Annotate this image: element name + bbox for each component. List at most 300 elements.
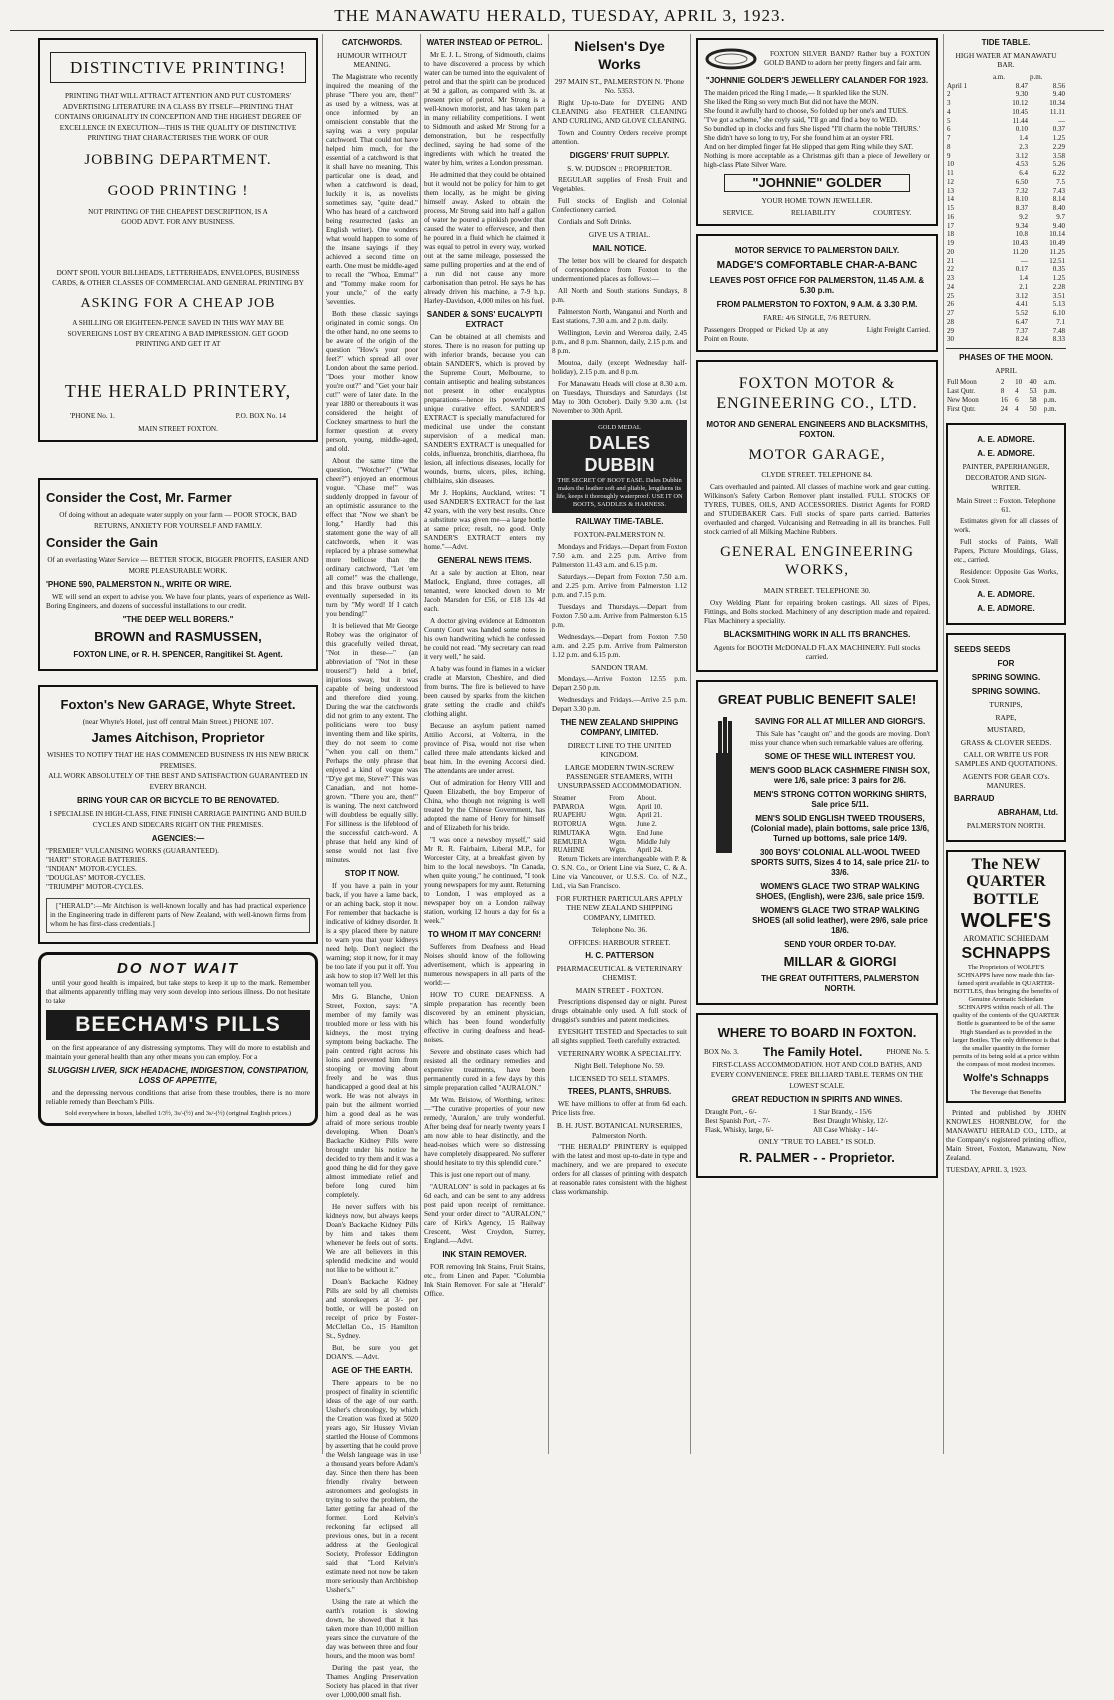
agency-item: "INDIAN" MOTOR-CYCLES. — [46, 865, 137, 873]
ad-address: MAIN STREET - FOXTON. — [575, 985, 664, 995]
firm-name: MILLAR & GIORGI — [783, 953, 897, 969]
table-cell: Best Spanish Port, - 7/- — [705, 1117, 771, 1126]
column-2 — [326, 34, 419, 1699]
ad-phone: Telephone No. 36. — [591, 925, 648, 935]
table-row — [946, 274, 1066, 283]
agency-item: "HART" STORAGE BATTERIES. — [46, 856, 148, 864]
article-paragraph: Mr E. J. L. Strong, of Sidmouth, claims to have discovered a process by which water can be turned into the equivalent of petrol and that the spirit can be produced at 9d a gallon, as compared with 3s. at present price of petrol. Mr Strong is a well-known motorist, and has taken part in many reliability competitions. I went to Sidmouth and asked Mr Strong for a demonstration, but he respectfully declined, saying he had some of the ingredients with which he treated the water by him, writes a London pressman. — [424, 51, 545, 167]
table-cell: Wgtn. — [609, 837, 627, 846]
ad-subtitle: FOR FURTHER PARTICULARS APPLY THE NEW ZEALAND SHIPPING COMPANY, LIMITED. — [556, 894, 683, 922]
poem-line: And on her dimpled finger fat He slipped that gem Ring while they SAT. — [704, 143, 914, 151]
ad-body: WISHES TO NOTIFY THAT HE HAS COMMENCED BUSINESS IN HIS NEW BRICK PREMISES. — [46, 751, 310, 770]
table-cell: 2.3 — [1019, 142, 1028, 151]
table-cell: 5.52 — [1015, 309, 1028, 317]
table-cell: p.m. — [1043, 395, 1057, 404]
motto-word: COURTESY. — [872, 208, 912, 217]
table-cell: 6.4 — [1019, 169, 1028, 177]
table-cell: 4.53 — [1015, 160, 1028, 169]
phone-number: 'PHONE No. 1. — [70, 412, 115, 420]
firm-name: A. E. ADMORE. — [977, 435, 1035, 445]
table-cell: 8 — [1000, 387, 1005, 396]
table-cell: 9.40 — [1052, 221, 1065, 230]
table-cell: REMUERA — [553, 837, 588, 846]
ad-tagline: GIVE US A TRIAL. — [588, 230, 651, 240]
table-cell: 2.28 — [1052, 282, 1065, 291]
table-cell: 26 — [947, 300, 954, 309]
ad-title: DISTINCTIVE PRINTING! — [50, 52, 306, 83]
seed-item: MUSTARD, — [987, 725, 1025, 735]
ad-body: DON'T SPOIL YOUR BILLHEADS, LETTERHEADS, ENVELOPES, BUSINESS CARDS, & OTHER CLASSES OF COMMERCIAL AND GENERAL PRINTING BY — [52, 268, 304, 288]
proprietor-name: R. PALMER - - Proprietor. — [739, 1149, 895, 1165]
ad-body: Light Freight Carried. — [866, 325, 930, 334]
table-row — [946, 222, 1066, 231]
ad-subtitle: ASKING FOR A CHEAP JOB — [80, 295, 276, 311]
table-row — [946, 160, 1066, 169]
poem-line: Nothing is more acceptable as a Christmas gift than a piece of Jewellery or high-class Plate Silver Ware. — [704, 152, 930, 169]
contact-row — [70, 412, 286, 421]
motto-word: SERVICE. — [722, 208, 754, 217]
table-cell: Draught Port, - 6/- — [705, 1108, 757, 1117]
tide-table — [946, 73, 1066, 344]
article-subtitle: HUMOUR WITHOUT MEANING. — [336, 51, 408, 70]
ad-phone: PHONE No. 5. — [886, 1048, 930, 1056]
table-cell: 14 — [947, 195, 954, 204]
table-cell: 4 — [1015, 404, 1019, 413]
table-header — [552, 794, 687, 803]
table-row — [552, 829, 687, 838]
table-cell: 6.22 — [1052, 169, 1065, 177]
seeds-ad — [946, 633, 1066, 841]
article-paragraph: Mr Wm. Bristow, of Worthing, writes:—"The curative properties of your new remedy, 'Auralon,' are truly wonderful. After being deaf for nearly twenty years I am now able to hear distinctly, and the head-noises which were so distressing have completely disappeared. No sufferer should hesitate to try this splendid cure." — [424, 1096, 545, 1167]
ad-footer — [704, 326, 930, 344]
article-title: SANDER & SONS' EUCALYPTI EXTRACT — [426, 310, 543, 329]
table-cell: 10.43 — [1012, 239, 1028, 247]
table-cell: End June — [636, 828, 663, 837]
table-cell: 6 — [1015, 395, 1019, 404]
masthead-rule — [10, 30, 1104, 31]
table-cell: Best Draught Whisky, 12/- — [813, 1117, 888, 1126]
product-name: SCHNAPPS — [961, 944, 1051, 962]
table-cell: 11.25 — [1049, 247, 1065, 256]
ad-subtitle: LICENSED TO SELL STAMPS. — [569, 1073, 670, 1083]
ad-box: BOX No. 3. — [704, 1048, 739, 1056]
table-cell: p.m. — [1029, 72, 1043, 81]
ad-title: MOTOR SERVICE TO PALMERSTON DAILY. — [734, 245, 900, 255]
table-row — [552, 838, 687, 847]
table-row — [946, 108, 1066, 117]
table-row — [946, 378, 1066, 387]
table-row — [946, 169, 1066, 178]
ad-body: Cordials and Soft Drinks. — [558, 218, 632, 227]
seed-item: TURNIPS, — [989, 700, 1023, 710]
article-paragraph: He admitted that they could be obtained but it would not be policy for him to get them locally, as he might be giving himself away. Asked to obtain the process, Mr Strong said into half a gallon of water he poured a pinkish powder that caused the water to effervesce, and then he poured in a fluid which he claimed it was equal to petrol in every way, worked out at the same mileage, possessed the same pulling properties and at the end of a run did not cause any more carbonisation than petrol. He says he has already driven his machine, a 7-9 h.p. Harley-Davidson, 4,000 miles on his fuel. — [424, 171, 545, 305]
table-cell: 15 — [947, 204, 954, 212]
article-paragraph: This is just one report out of many. — [430, 1171, 531, 1179]
table-row — [704, 1108, 930, 1117]
ad-title: TREES, PLANTS, SHRUBS. — [567, 1087, 672, 1097]
table-cell: — — [1058, 116, 1065, 125]
ad-body: PAINTER, PAPERHANGER, DECORATOR AND SIGN-WRITER. — [962, 463, 1050, 493]
table-cell: 9 — [947, 151, 951, 160]
table-cell: 7.43 — [1052, 186, 1065, 195]
table-cell — [946, 73, 992, 82]
table-cell: 0.17 — [1015, 265, 1028, 274]
ad-subtitle: JOBBING DEPARTMENT. — [84, 152, 272, 169]
ad-body: "THE HERALD" PRINTERY is equipped with the latest and most up-to-date in type and machinery, and we are prepared to execute orders for all classes of printing with despatch at reasonable rates consistent with the highest class workmanship. — [552, 1142, 687, 1196]
table-row — [946, 327, 1066, 336]
ad-title: Consider the Gain — [46, 535, 158, 551]
table-cell: 29 — [947, 326, 954, 335]
table-row — [946, 178, 1066, 187]
notice-paragraph: Tuesdays and Thursdays.—Depart from Foxton 7.50 a.m. Arrive from Palmerston 6.15 p.m. — [552, 602, 687, 629]
ad-subtitle: FOR — [997, 659, 1015, 669]
table-cell: 58 — [1029, 395, 1037, 404]
table-cell: 1.4 — [1019, 134, 1028, 142]
table-cell: 1 Star Brandy, - 15/6 — [813, 1108, 872, 1117]
table-cell: Flask, Whisky, large, 6/- — [705, 1125, 774, 1134]
agency-item: "PREMIER" VULCANISING WORKS (GUARANTEED). — [46, 847, 219, 855]
table-cell: 7.37 — [1015, 326, 1028, 335]
table-cell: 8.33 — [1052, 335, 1065, 344]
ad-address: 297 MAIN ST., PALMERSTON N. 'Phone No. 5353. — [554, 77, 685, 96]
sale-item: SOME OF THESE WILL INTEREST YOU. — [764, 751, 916, 761]
notice-paragraph: Mondays and Fridays.—Depart from Foxton 7.50 a.m. and 2.25 p.m. Arrive from Palmerston 11.43 a.m. and 6.15 p.m. — [552, 542, 687, 569]
table-cell: a.m. — [1043, 378, 1056, 387]
article-paragraph: Can be obtained at all chemists and stores. There is no reason for putting up with inferior brands, because you can obtain SANDER'S, which is proved by the Supreme Court, Melbourne, to contain antiseptic and healing substances not present in other eucalyptus preparations—hence its powerful and unique curative effect. SANDER'S EXTRACT is specially manufactured for medicinal use under the constant supervision of a medical man. SANDER'S EXTRACT is unequalled for colds, influenza, bronchitis, diarrhoea, flu lesion, all infectious diseases, locally for wounds, burns, ulcers, piles, itching, chilblains, skin diseases. — [424, 333, 545, 485]
ad-body: ONLY "TRUE TO LABEL" IS SOLD. — [758, 1136, 876, 1146]
table-cell: 10.8 — [1015, 230, 1028, 239]
table-cell: 7.48 — [1052, 326, 1065, 335]
ad-body: Residence: Opposite Gas Works, Cook Street. — [954, 568, 1058, 586]
table-cell: 3.51 — [1052, 291, 1065, 300]
table-cell: 18 — [947, 230, 954, 239]
table-cell: 4.41 — [1015, 300, 1028, 309]
table-cell: 9.40 — [1052, 90, 1065, 99]
benefit-sale-ad — [696, 680, 938, 1005]
ad-body: Prescriptions dispensed day or night. Purest drugs obtainable only used. A full stock of druggist's sundries and patent medicines. — [552, 998, 687, 1024]
ad-body: Oxy Welding Plant for repairing broken castings. All sizes of Pipes, Fittings, and Bolts stocked. Machinery of any description made and repaired. Flax Machinery a speciality. — [704, 598, 930, 625]
table-cell: Wgtn. — [609, 828, 627, 837]
ad-subtitle: BLACKSMITHING WORK IN ALL ITS BRANCHES. — [723, 629, 911, 639]
table-title: PHASES OF THE MOON. — [959, 353, 1053, 362]
table-cell: ROTORUA — [553, 820, 587, 828]
well-borers-ad — [38, 478, 318, 671]
ad-address: CLYDE STREET. TELEPHONE 84. — [761, 470, 873, 480]
table-cell: 25 — [947, 291, 954, 300]
notice-paragraph: Wednesdays.—Depart from Foxton 7.50 a.m. and 2.25 p.m. Arrive from Palmerston 1.12 p.m. and 6.15 p.m. — [552, 632, 687, 659]
ad-address: OFFICES: HARBOUR STREET. — [568, 937, 671, 947]
ad-subtitle: AROMATIC SCHIEDAM — [963, 933, 1049, 943]
table-cell: 13 — [947, 186, 954, 195]
ad-body: on the first appearance of any distressing symptoms. They will do more to establish and maintain your general health than any other means you can employ. For a — [46, 1044, 310, 1061]
ad-phone: Night Bell. Telephone No. 59. — [574, 1061, 665, 1071]
notice-paragraph: Mondays.—Arrive Foxton 12.55 p.m. Depart 2.50 p.m. — [552, 674, 687, 692]
firm-name: BROWN and RASMUSSEN, — [94, 629, 262, 645]
table-subtitle: HIGH WATER AT MANAWATU BAR. — [955, 51, 1057, 70]
table-cell: 8.47 — [1015, 81, 1028, 90]
ad-body: (near Whyte's Hotel, just off central Main Street.) PHONE 107. — [82, 716, 274, 726]
table-cell: 10.34 — [1049, 99, 1065, 107]
article-paragraph: Out of admiration for Henry VIII and Queen Elizabeth, the boy Emperor of China, who though not reigning is well treated by the Chinese Government, has adopted the name of Henry for himself and of Elizabeth for his bride. — [424, 779, 545, 832]
table-cell: All Case Whisky - 14/- — [813, 1125, 878, 1134]
sale-item: WOMEN'S GLACE TWO STRAP WALKING SHOES, (English), were 23/6, sale price 15/9. — [755, 881, 925, 901]
sailings-table — [552, 794, 687, 855]
table-cell: 0.10 — [1015, 125, 1028, 134]
table-cell: 27 — [947, 309, 954, 317]
ad-body: Cars overhauled and painted. All classes of machine work and gear cutting. Wilkinson's Safety Carbon Remover plant installed. FULL STOCKS OF TYRES, TUBES, OILS, AND ACCESSORIES. District Agents for FORD and STUDEBAKER Cars. Full stocks of spare parts carried. Batteries overhauled and charged. Vulcanising and Retreading in all its branches. Full stock carried of all Milking Machine Rubbers. — [704, 482, 930, 536]
table-cell: 6.50 — [1015, 177, 1028, 186]
table-cell: 7 — [947, 134, 951, 142]
table-cell: April 1 — [947, 81, 968, 90]
table-row — [946, 318, 1066, 327]
firm-name: A. E. ADMORE. — [977, 449, 1035, 459]
article-paragraph: "I was once a newsboy myself," said Mr R. R. Fairbairn, Liberal M.P., for Worcester City, at a breakfast given by him to the local newsboys. "In Canada, when quite young," he continued, "I took young newspapers for my aunt. Returning to London, I was employed as a newspaper boy on a London railway station, working 12 hours a day for 6s a week." — [424, 836, 545, 925]
article-paragraph: There appears to be no prospect of finality in scientific ideas of the age of our earth. Ussher's chronology, by which the Creation was fixed at 5020 years ago, Sir Hussey Vivian startled the House of Commons by asserting that he could prove the Welsh language was in use a thousand years before Adam's day. Since then there has been friendly rivalry between astronomers and geologists in trying to solve the problem, the latter getting far ahead of the former. Lord Kelvin's reckoning far eclipsed all previous ones, but in a recent address at the Geological Society, Professor Eddington said that "Lord Kelvin's estimate need not now be taken more seriously than Archbishop Ussher's." — [326, 1378, 418, 1594]
poem-line: She didn't have so long to try, For she found him at an oyster FRI. — [704, 134, 894, 142]
golder-jeweller-ad — [696, 38, 938, 226]
ad-body: Full stocks of English and Colonial Confectionery carried. — [552, 197, 687, 215]
table-cell: 4 — [947, 107, 951, 116]
table-cell: 6.47 — [1015, 317, 1028, 326]
ad-body: Full stocks of Paints, Wall Papers, Picture Mouldings, Glass, etc., carried. — [954, 538, 1058, 565]
table-cell: 9.34 — [1015, 221, 1028, 230]
table-cell: 11.11 — [1049, 107, 1065, 116]
table-cell: 9.30 — [1015, 90, 1028, 99]
table-cell: 28 — [947, 317, 954, 326]
ring-icon — [704, 46, 758, 72]
table-header — [946, 73, 1066, 82]
sale-text — [750, 713, 930, 997]
table-cell: New Moon — [947, 395, 979, 404]
ad-address: THE GREAT OUTFITTERS, PALMERSTON NORTH. — [761, 973, 919, 993]
ad-title: DO NOT WAIT — [117, 960, 239, 977]
table-cell: Wgtn. — [609, 846, 627, 855]
column-rule — [690, 34, 691, 1454]
ad-subtitle: MOTOR AND GENERAL ENGINEERS AND BLACKSMITHS, FOXTON. — [706, 419, 928, 439]
hotel-row — [704, 1045, 930, 1060]
ad-title: H. C. PATTERSON — [585, 950, 654, 960]
poem-line: She found it awfully hard to choose, So folded up her one's and TUES. — [704, 107, 908, 115]
charabanc-ad — [696, 234, 938, 352]
product-name: BEECHAM'S PILLS — [46, 1010, 310, 1040]
sale-item: SEND YOUR ORDER TO-DAY. — [784, 939, 896, 949]
column-rule — [943, 34, 944, 1454]
table-cell: 2.29 — [1052, 142, 1065, 151]
herald-note: ["HERALD":—Mr Aitchison is well-known locally and has had practical experience in the Engineering trade in different parts of New Zealand, with well-known firms from whom he has first-class credentials.] — [46, 898, 310, 933]
table-cell: 1.4 — [1019, 274, 1028, 282]
table-cell: 3 — [947, 99, 951, 107]
table-cell: 8 — [947, 142, 951, 151]
ring-header — [704, 46, 930, 72]
table-cell: April 10. — [636, 802, 663, 811]
ad-subtitle: MOTOR GARAGE, — [748, 446, 886, 463]
article-paragraph: The Magistrate who recently inquired the meaning of the phrase "There you are, then!" as used by a witness, was at once informed by an omniscient constable that the saying was a very popular catchword. That could not have helped him much, for the essential of a catchword is that it shall have no meaning. This particular one is dead, and when a catchword is dead, luckily it is, as novelists sometimes say, "quite dead." Who has heard of a catchword being resurrected (asks an English writer). One wonders what would happen to some of the insane sayings if they achieved a second time on earth. One must be middle-aged to recall the "Whoa, Emma!" and "Tommy make room for your uncle," of the early 'seventies. — [326, 72, 419, 306]
table-cell: — — [1020, 256, 1028, 265]
table-cell: 24 — [947, 282, 954, 291]
ad-body: WE will send an expert to advise you. We have four plants, years of experience as Well-Boring Engineers, and dozens of successful installations to our credit. — [46, 593, 310, 611]
ad-title: "JOHNNIE GOLDER'S JEWELLERY CALANDER FOR 1923. — [705, 76, 929, 85]
article-paragraph: FOR removing Ink Stains, Fruit Stains, etc., from Linen and Paper. "Columbia Ink Stain Remover. For sale at "Herald" Office. — [424, 1263, 545, 1298]
ad-body: AGENTS FOR GEAR CO's. MANURES. — [962, 771, 1050, 791]
ad-title: Nielsen's Dye Works — [574, 38, 665, 72]
table-cell: 10 — [1015, 378, 1023, 387]
column-rule — [420, 34, 421, 1454]
table-cell: 2.1 — [1019, 282, 1028, 291]
proprietor-name: James Aitchison, Proprietor — [91, 730, 265, 746]
table-cell: 11 — [947, 169, 954, 177]
ad-title: Consider the Cost, Mr. Farmer — [46, 490, 232, 505]
sale-body — [704, 713, 930, 997]
ad-footer: Sold everywhere in boxes, labelled 1/3½, 3s/-(½) and 3s/-(½) (original English prices.) — [64, 1110, 292, 1117]
firm-name: ABRAHAM, Ltd. — [997, 808, 1058, 818]
footer-date: TUESDAY, APRIL 3, 1923. — [946, 1165, 1027, 1174]
agency-item: "TRIUMPH" MOTOR-CYCLES. — [46, 883, 144, 891]
notice-paragraph: Moutoa, daily (except Wednesday half-holiday), 2.15 p.m. and 8 p.m. — [552, 358, 687, 376]
poem-line: "I've got a scheme," she coyly said, "I'll go and find a boy to WED. — [704, 116, 898, 124]
table-cell: 9.7 — [1056, 212, 1065, 221]
table-row — [946, 195, 1066, 204]
table-row — [946, 82, 1066, 91]
table-cell: Full Moon — [947, 378, 977, 387]
ad-subtitle: BRING YOUR CAR OR BICYCLE TO BE RENOVATED. — [76, 796, 280, 806]
table-row — [946, 143, 1066, 152]
table-cell: 16 — [947, 212, 954, 221]
table-cell: 0.35 — [1052, 265, 1065, 274]
sale-item: WOMEN'S GLACE TWO STRAP WALKING SHOES (all solid leather), were 29/6, sale price 18/6. — [752, 905, 928, 935]
ad-title: GREAT PUBLIC BENEFIT SALE! — [717, 692, 917, 708]
table-cell: 1.25 — [1052, 134, 1065, 142]
table-cell: 16 — [1000, 395, 1008, 404]
table-cell: 53 — [1029, 387, 1037, 396]
article-paragraph: Mrs G. Blanche, Union Street, Foxton, says: "A member of my family was troubled more or less with his kidneys, the most trying symptom being backache. The pain centred right across his loins and prevented him from stooping or moving about freely and he was thus handicapped a good deal at his work. He was not always in pain but the ailment worried him a good deal as he was afraid of more serious trouble developing. When Doan's Backache Kidney Pills were brought under his notice he decided to try them and it was a good thing he did for they gave almost immediate relief and before long cured him completely. — [326, 992, 418, 1199]
table-cell: 30 — [947, 335, 954, 344]
table-cell: 5.26 — [1052, 160, 1065, 169]
foxton-motor-ad — [696, 360, 938, 673]
sale-item: 300 BOYS' COLONIAL ALL-WOOL TWEED SPORTS SUITS, Sizes 4 to 14, sale price 21/- to 33/6. — [750, 847, 930, 877]
table-cell: 12.51 — [1049, 256, 1065, 265]
table-cell: 7.5 — [1056, 177, 1065, 186]
divider — [946, 348, 1066, 349]
ad-title: Foxton's New GARAGE, Whyte Street. — [60, 696, 296, 712]
poem-line: The maiden priced the Ring I made,— It sparkled like the SUN. — [704, 89, 889, 97]
article-paragraph: It is believed that Mr George Robey was the originator of this gracefully veiled threat, "Not in these—" (an abbreviation of "Not in these trousers!") held a brief, injurious sway, but it was capable of being understood and therefore died young. During the war the catchwords did not grim to any extent. The politicians were too busy inventing them and like spirits, they do not seem to come "when you call on them." Perhaps the only phrase that enjoyed a kind of vogue was "D'ye get me, Steve?" This was Canadian, and not home-grown. "There you are, then!" is waning. The next catchword will doubtless be equally silly. For silliness is the lifeblood of the successful catch-word. A phrase that held any kind of sense would not last five minutes. — [326, 621, 418, 864]
table-cell: PAPAROA — [553, 802, 585, 811]
table-cell: RIMUTAKA — [553, 828, 591, 837]
table-cell: About. — [636, 793, 657, 802]
article-paragraph: Because an asylum patient named Attilio Accorsi, at Volterra, in the province of Pisa, would not rise when called three male attendants kicked and beat him. In the evening Accorsi died. The attendants are under arrest. — [424, 722, 545, 775]
ad-body: FROM PALMERSTON TO FOXTON, 9 A.M. & 3.30 P.M. — [716, 300, 918, 310]
ad-subtitle: MADGE'S COMFORTABLE CHAR-A-BANC — [716, 259, 918, 271]
jeweller-name: "JOHNNIE" GOLDER — [724, 174, 910, 192]
table-cell: 20 — [947, 247, 954, 256]
ad-body: Passengers Dropped or Picked Up at any Point en Route. — [704, 325, 829, 343]
notice-paragraph: For Manawatu Heads will close at 8.30 a.m. on Tuesdays, Thursdays and Saturdays (1st May to 30th October). Daily 9.30 a.m. (1st November to 30th April. — [552, 379, 687, 415]
column-4 — [552, 34, 687, 1454]
table-cell: 1.25 — [1052, 274, 1065, 282]
ad-body: until your good health is impaired, but take steps to keep it up to the mark. Remember that ailments apparently trifling may very soon develop into serious illness. Do not hesitate to take — [46, 978, 310, 1005]
table-cell: 11.44 — [1012, 116, 1028, 125]
ad-body: Of an everlasting Water Service — BETTER STOCK, BIGGER PROFITS, EASIER AND MORE PLEASURABLE WORK. — [47, 556, 309, 575]
notice-paragraph: All North and South stations Sundays, 8 p.m. — [552, 286, 687, 304]
table-cell: 10 — [947, 160, 954, 169]
imprint: Printed and published by JOHN KNOWLES HORNBLOW, for the MANAWATU HERALD CO., LTD., at the Company's registered printing office, Main Street, Foxton, Manawatu, New Zealand. — [946, 1108, 1066, 1162]
article-paragraph: If you have a pain in your back, if you have a lame back, or an aching back, stop it now. For remember that backache is indicative of kidney disorder. It is a spy placed there by nature to warn you that your kidneys need help. Don't neglect the warning; stop it now, for it may be too late if you put it off. You ask how to stop it? Well let this woman tell you. — [326, 881, 418, 989]
table-row — [946, 99, 1066, 108]
table-cell: 8.56 — [1052, 81, 1065, 90]
table-cell: 22 — [947, 265, 954, 274]
article-paragraph: "AURALON" is sold in packages at 6s 6d each, and can be sent to any address post paid upon receipt of remittance. Send your order direct to "AURALON," care of Kirk's Agency, 15 Railway Crescent, West Croydon, Surrey, England.—Advt. — [424, 1183, 545, 1245]
table-row — [552, 846, 687, 855]
article-paragraph: At a sale by auction at Elton, near Matlock, England, three cottages, all tenanted, were knocked down to Mr Jacob Marsden for £56, or £18 13s 4d each. — [424, 569, 545, 613]
ad-body: FIRST-CLASS ACCOMMODATION. HOT AND COLD BATHS, AND EVERY CONVENIENCE. FREE BILLIARD TABLE. TERMS ON THE LOWEST SCALE. — [710, 1061, 924, 1090]
table-row — [704, 1117, 930, 1126]
table-row — [946, 396, 1066, 405]
ad-title: THE NEW ZEALAND SHIPPING COMPANY, LIMITED. — [560, 717, 679, 737]
ad-body: Right Up-to-Date for DYEING AND CLEANING also FEATHER CLEANING AND CURLING, AND GLOVE CLEANING. — [552, 98, 687, 125]
ad-body: WE have millions to offer at from 6d each. Price lists free. — [552, 1100, 687, 1118]
ad-body: NOT PRINTING OF THE CHEAPEST DESCRIPTION, IS A GOOD ADVT. FOR ANY BUSINESS. — [88, 207, 268, 227]
ad-title: SEEDS SEEDS — [954, 645, 1011, 655]
agency-item: "DOUGLAS" MOTOR-CYCLES. — [46, 874, 146, 882]
table-cell: p.m. — [1043, 387, 1057, 396]
ad-subtitle: SPRING SOWING. — [971, 673, 1041, 683]
family-hotel-ad — [696, 1013, 938, 1178]
article-title: INK STAIN REMOVER. — [442, 1250, 527, 1259]
ailment-list: SLUGGISH LIVER, SICK HEADACHE, INDIGESTION, CONSTIPATION, LOSS OF APPETITE, — [47, 1066, 309, 1085]
ad-body: Agents for BOOTH McDONALD FLAX MACHINERY. Full stocks carried. — [713, 642, 921, 661]
ad-body: FOXTON SILVER BAND? Rather buy a FOXTON GOLD BAND to adorn her pretty fingers and fair arm. — [764, 50, 930, 67]
table-row — [946, 117, 1066, 126]
admore-ad — [946, 423, 1066, 625]
article-title: WATER INSTEAD OF PETROL. — [426, 38, 543, 47]
table-cell: 7.32 — [1015, 186, 1028, 195]
hotel-name: The Family Hotel. — [762, 1045, 863, 1059]
ad-body: LEAVES POST OFFICE FOR PALMERSTON, 11.45 A.M. & 5.30 p.m. — [709, 276, 925, 296]
table-cell: 0.37 — [1052, 125, 1065, 134]
masthead: THE MANAWATU HERALD, TUESDAY, APRIL 3, 1923. — [334, 6, 786, 25]
ad-body: Return Tickets are interchangeable with P. & O. S.N. Co., or Orient Line via Suez, C. & A. Line via Vancouver, or U.S.S. Co. of N.Z., Ltd., via San Francisco. — [552, 855, 687, 890]
table-cell: 8.14 — [1052, 195, 1065, 204]
table-cell: 8.37 — [1015, 204, 1028, 212]
table-cell: 50 — [1029, 404, 1037, 413]
sale-item: MEN'S STRONG COTTON WORKING SHIRTS, Sale price 5/11. — [753, 789, 927, 809]
table-cell: 2 — [947, 90, 951, 99]
table-cell: June 2. — [636, 820, 657, 828]
table-cell: 17 — [947, 221, 954, 230]
notice-title: RAILWAY TIME-TABLE. — [575, 517, 664, 527]
article-paragraph: Sufferers from Deafness and Head Noises should know of the following advertisement, which is appearing in numerous newspapers in all parts of the world:— — [424, 943, 545, 987]
po-box: P.O. BOX No. 14 — [235, 412, 286, 420]
ad-address: MAIN STREET. TELEPHONE 30. — [763, 586, 871, 596]
notice-paragraph: Wednesdays and Fridays.—Arrive 2.5 p.m. Depart 3.30 p.m. — [552, 695, 687, 713]
poem-line: So bundled up in clocks and furs She lisped "I'll charm the noble 'THURS.' — [704, 125, 921, 133]
printery-name: THE HERALD PRINTERY, — [64, 380, 292, 401]
ad-subtitle: LARGE MODERN TWIN-SCREW PASSENGER STEAMERS, WITH UNSURPASSED ACCOMMODATION. — [557, 762, 682, 791]
table-row — [946, 90, 1066, 99]
ad-subtitle: VETERINARY WORK A SPECIALITY. — [557, 1049, 682, 1058]
table-cell: 8.10 — [1015, 195, 1028, 204]
poem-line: She liked the Ring so very much But did not have the MON. — [704, 98, 879, 106]
ad-body: REGULAR supplies of Fresh Fruit and Vegetables. — [552, 176, 687, 194]
column-3 — [424, 34, 545, 1454]
ad-body: This Sale has "caught on" and the goods are moving. Don't miss your chance when such remarkable values are offering. — [750, 729, 930, 747]
notice-paragraph: Wellington, Levin and Wereroa daily, 2.45 p.m., and 8 p.m. Shannon, daily, 2.15 p.m. and 8 p.m. — [552, 328, 687, 355]
beechams-pills-ad — [38, 952, 318, 1126]
ad-fare: FARE: 4/6 SINGLE, 7/6 RETURN. — [763, 313, 871, 323]
table-row — [946, 187, 1066, 196]
ad-body: Of doing without an adequate water supply on your farm — POOR STOCK, BAD RETURNS, ANXIETY FOR YOURSELF AND FAMILY. — [59, 511, 297, 530]
sale-item: MEN'S SOLID ENGLISH TWEED TROUSERS, (Colonial made), plain bottoms, sale price 13/6, Turned up bottoms, sale price 14/9. — [750, 813, 930, 843]
